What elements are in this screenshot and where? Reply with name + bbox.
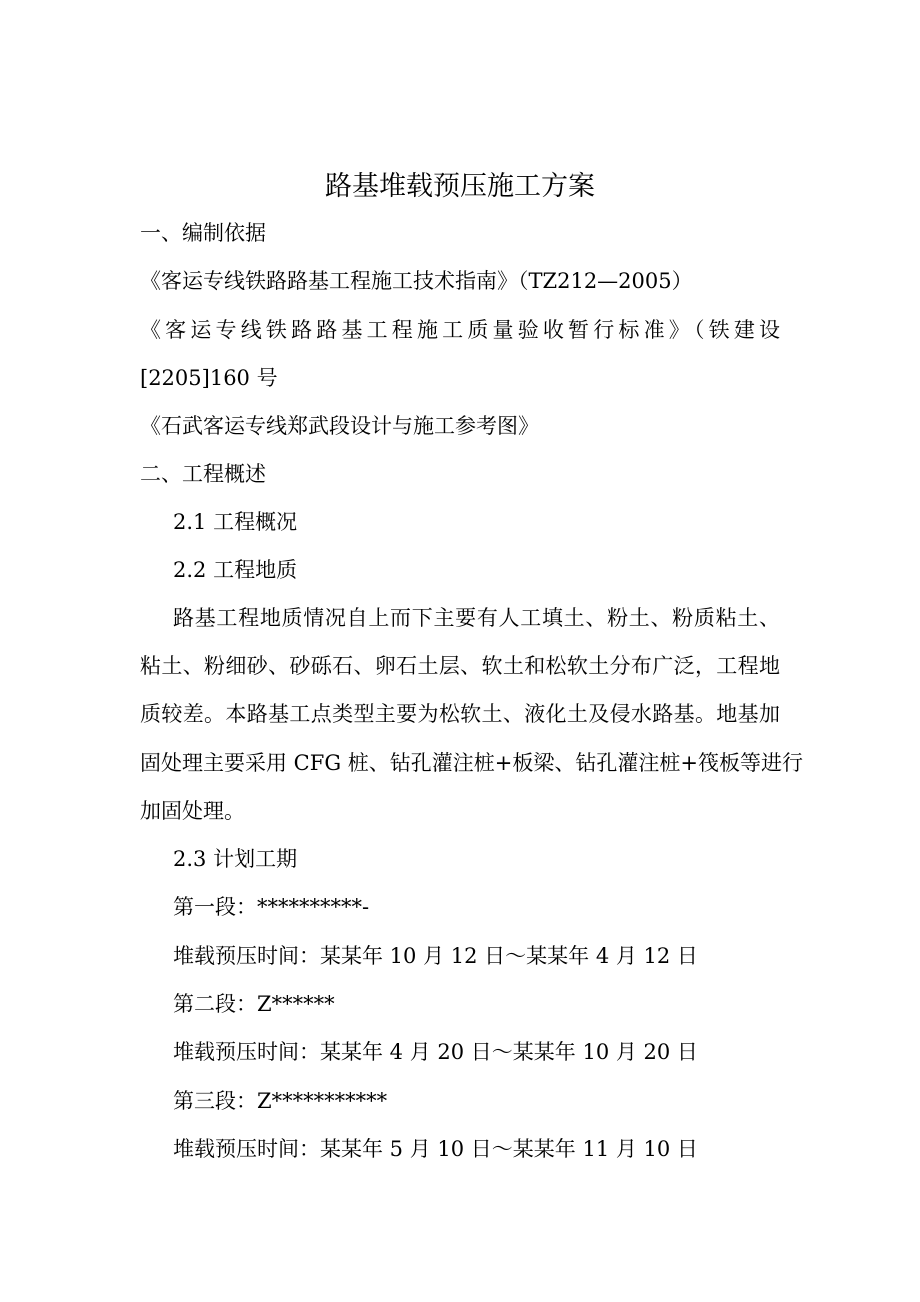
reference-item: 《客运专线铁路路基工程施工质量验收暂行标准》（铁建设 <box>140 318 780 342</box>
body-paragraph-line: 粘土、粉细砂、砂砾石、卵石土层、软土和松软土分布广泛，工程地 <box>140 654 780 678</box>
body-paragraph-line: 加固处理。 <box>140 799 245 823</box>
document-title: 路基堆载预压施工方案 <box>325 171 595 202</box>
subsection-heading: 2.3 计划工期 <box>173 847 298 871</box>
segment-time: 堆载预压时间：某某年 5 月 10 日～某某年 11 月 10 日 <box>173 1137 698 1161</box>
body-paragraph-line: 路基工程地质情况自上而下主要有人工填土、粉土、粉质粘土、 <box>173 606 780 630</box>
subsection-heading: 2.1 工程概况 <box>173 510 298 534</box>
segment-time: 堆载预压时间：某某年 4 月 20 日～某某年 10 月 20 日 <box>173 1040 698 1064</box>
body-paragraph-line: 质较差。本路基工点类型主要为松软土、液化土及侵水路基。地基加 <box>140 702 780 726</box>
subsection-heading: 2.2 工程地质 <box>173 558 298 582</box>
body-paragraph-line: 固处理主要采用 CFG 桩、钻孔灌注桩+板梁、钻孔灌注桩+筏板等进行 <box>140 751 803 775</box>
section-heading-overview: 二、工程概述 <box>140 462 266 486</box>
segment-time: 堆载预压时间：某某年 10 月 12 日～某某年 4 月 12 日 <box>173 944 698 968</box>
reference-item-continued: [2205]160 号 <box>140 366 278 390</box>
segment-label: 第三段：Z*********** <box>173 1089 388 1113</box>
segment-label: 第一段：**********- <box>173 895 370 919</box>
segment-label: 第二段：Z****** <box>173 992 335 1016</box>
reference-item: 《客运专线铁路路基工程施工技术指南》（TZ212—2005） <box>140 269 693 293</box>
section-heading-basis: 一、编制依据 <box>140 221 266 245</box>
reference-item: 《石武客运专线郑武段设计与施工参考图》 <box>140 414 539 438</box>
